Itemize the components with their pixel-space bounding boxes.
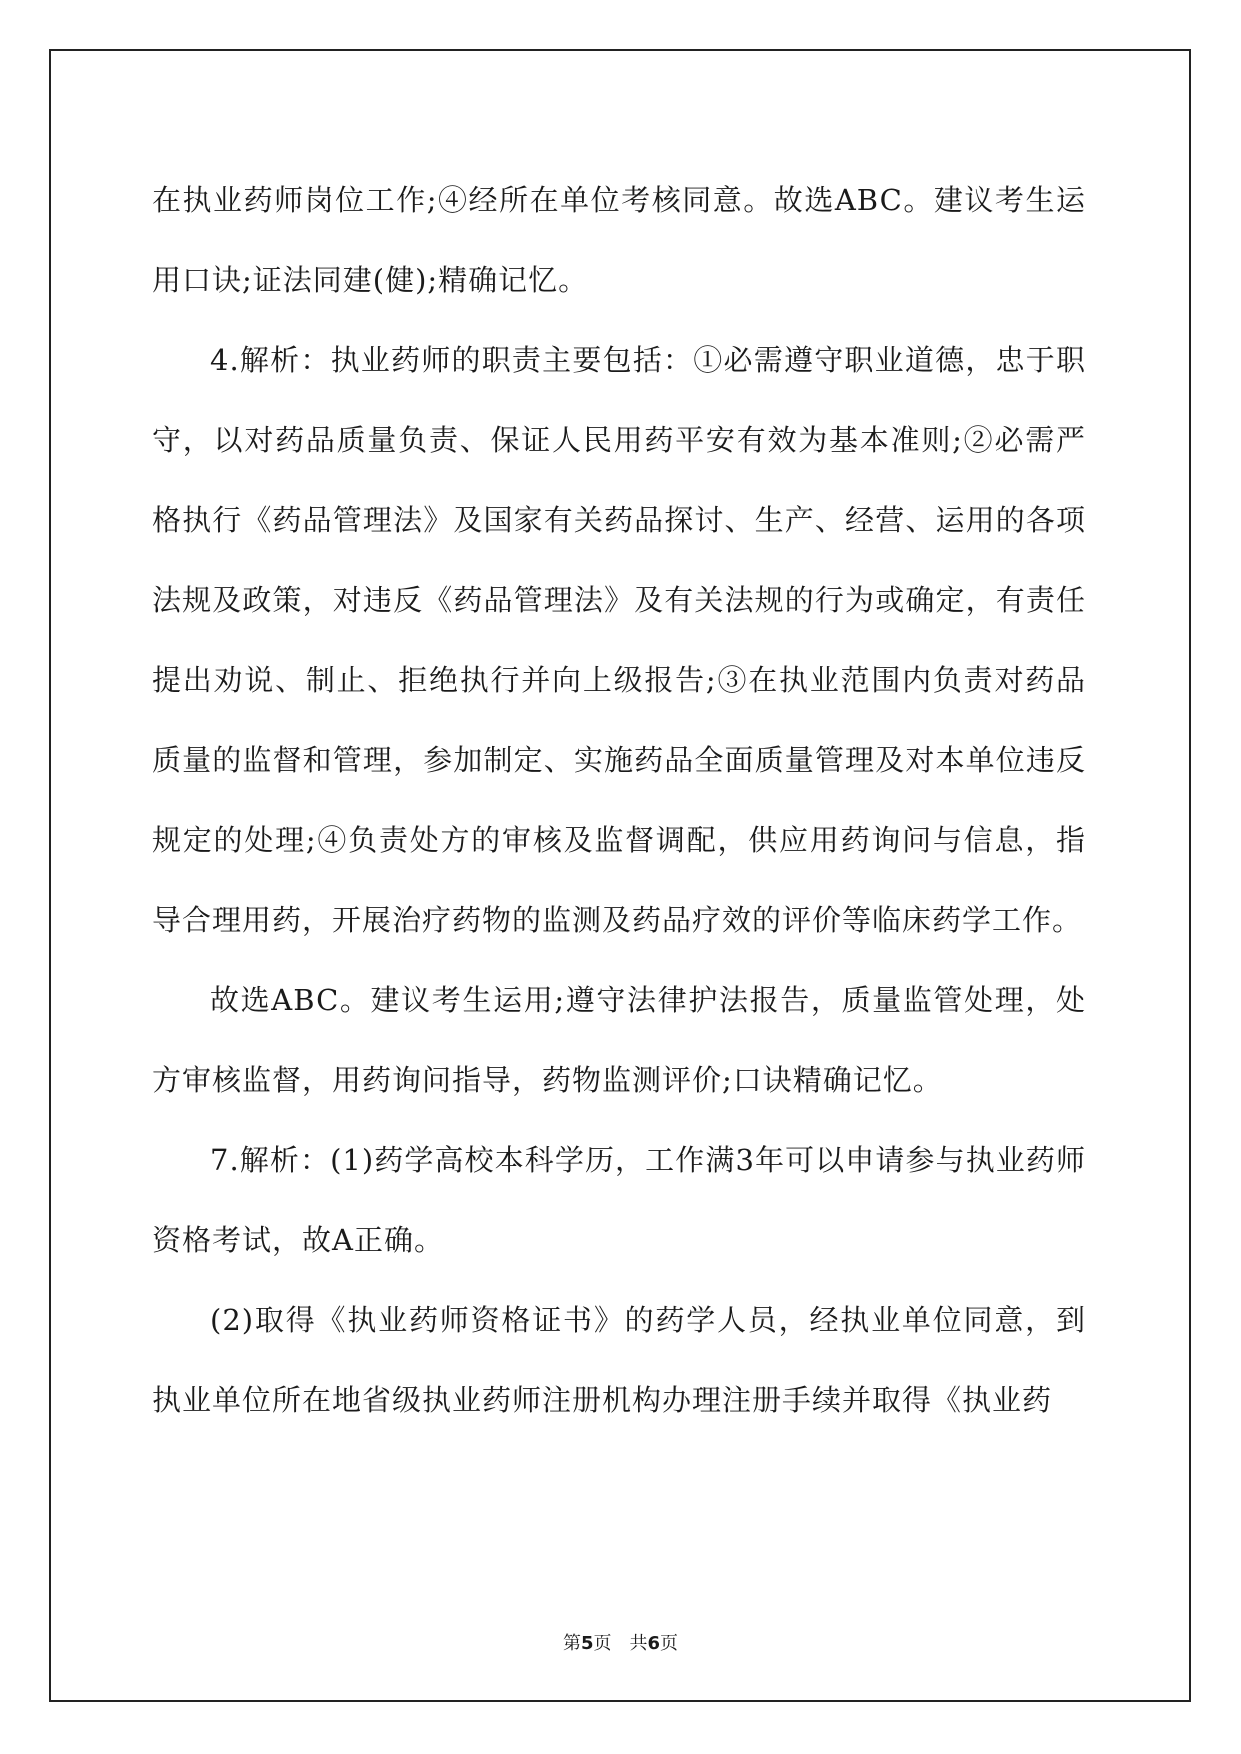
total-unit: 页 [660,1633,679,1654]
paragraph-answer-7: 7.解析：(1)药学高校本科学历，工作满3年可以申请参与执业药师资格考试，故A正确。 [152,1143,1086,1257]
page-footer [0,1632,1241,1656]
page-current: 5 [580,1633,594,1654]
paragraph-answer-7-part-2: (2)取得《执业药师资格证书》的药学人员，经执业单位同意，到执业单位所在地省级执业药师注册机构办理注册手续并取得《执业药 [152,1303,1086,1417]
paragraph-answer-4: 4.解析：执业药师的职责主要包括：①必需遵守职业道德，忠于职守，以对药品质量负责、保证人民用药平安有效为基本准则;②必需严格执行《药品管理法》及国家有关药品探讨、生产、经营、运用的各项法规及政策，对违反《药品管理法》及有关法规的行为或确定，有责任提出劝说、制止、拒绝执行并向上级报告;③在执业范围内负责对药品质量的监督和管理，参加制定、实施药品全面质量管理及对本单位违反规定的处理;④负责处方的审核及监督调配，供应用药询问与信息，指导合理用药，开展治疗药物的监测及药品疗效的评价等临床药学工作。 [152,343,1086,937]
page-total: 6 [647,1633,661,1654]
paragraph-continuation: 在执业药师岗位工作;④经所在单位考核同意。故选ABC。建议考生运用口诀;证法同建(健);精确记忆。 [152,183,1086,297]
page-prefix: 第 [562,1633,581,1654]
total-prefix: 共 [629,1633,648,1654]
document-body [152,160,1086,1440]
paragraph-answer-4-summary: 故选ABC。建议考生运用;遵守法律护法报告，质量监管处理，处方审核监督，用药询问指导，药物监测评价;口诀精确记忆。 [152,983,1086,1097]
page-unit: 页 [593,1633,612,1654]
